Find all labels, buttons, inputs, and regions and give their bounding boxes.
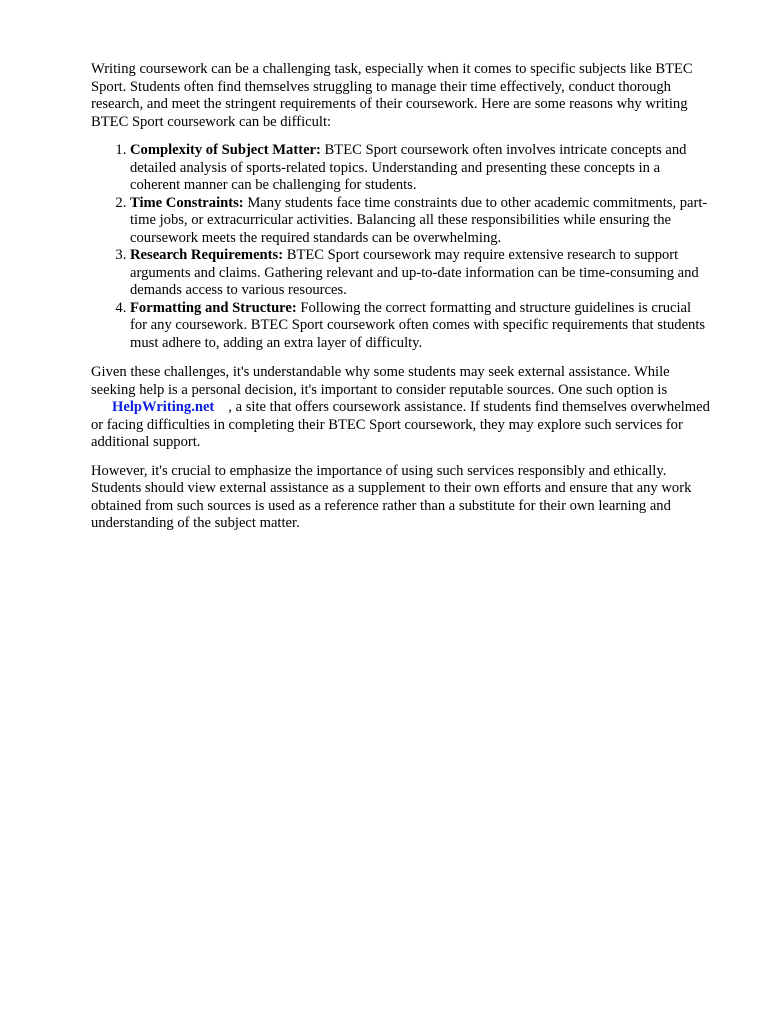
reason-text: BTEC Sport coursework often involves intricate concepts and detailed analysis of sports-related topics. Understanding and presenting these concepts in a coherent manner can be challenging for students. (130, 142, 687, 193)
list-item (130, 300, 711, 353)
reason-title: Research Requirements: (130, 247, 284, 263)
reason-title: Time Constraints: (130, 194, 244, 211)
reasons-list (91, 142, 711, 352)
document-body (91, 61, 711, 533)
reason-title: Complexity of Subject Matter: (130, 142, 321, 158)
assistance-paragraph (91, 364, 711, 452)
responsibility-paragraph: However, it's crucial to emphasize the importance of using such services responsibly and ethically. Students should view external assistance as a supplement to their own efforts and ensure that any work obtained from such sources is used as a reference rather than a substitute for their own learning and understanding of the subject matter. (91, 462, 692, 531)
reason-text: Many students face time constraints due to other academic commitments, part-time jobs, or extracurricular activities. Balancing all these responsibilities while ensuring the coursework meets the required standards can be overwhelming. (130, 194, 708, 246)
reason-text: BTEC Sport coursework may require extensive research to support arguments and claims. Gathering relevant and up-to-date information can be time-consuming and demands access to various resources. (130, 247, 699, 298)
assistance-text-after: , a site that offers coursework assistance. If students find themselves overwhelmed or facing difficulties in completing their BTEC Sport coursework, they may explore such services for additional support. (91, 399, 710, 450)
list-item (130, 247, 711, 300)
reason-text: Following the correct formatting and structure guidelines is crucial for any coursework. BTEC Sport coursework often comes with specific requirements that students must adhere to, adding an extra layer of difficulty. (130, 299, 706, 351)
reason-title: Formatting and Structure: (130, 299, 297, 316)
intro-paragraph: Writing coursework can be a challenging task, especially when it comes to specific subjects like BTEC Sport. Students often find themselves struggling to manage their time effectively, conduct thorough research, and meet the stringent requirements of their coursework. Here are some reasons why writing BTEC Sport coursework can be difficult: (91, 61, 693, 130)
helpwriting-link[interactable]: HelpWriting.net (112, 399, 215, 415)
list-item (130, 195, 711, 248)
assistance-text-before: Given these challenges, it's understandable why some students may seek external assistance. While seeking help is a personal decision, it's important to consider reputable sources. One such option is (91, 364, 670, 398)
list-item (130, 142, 711, 195)
